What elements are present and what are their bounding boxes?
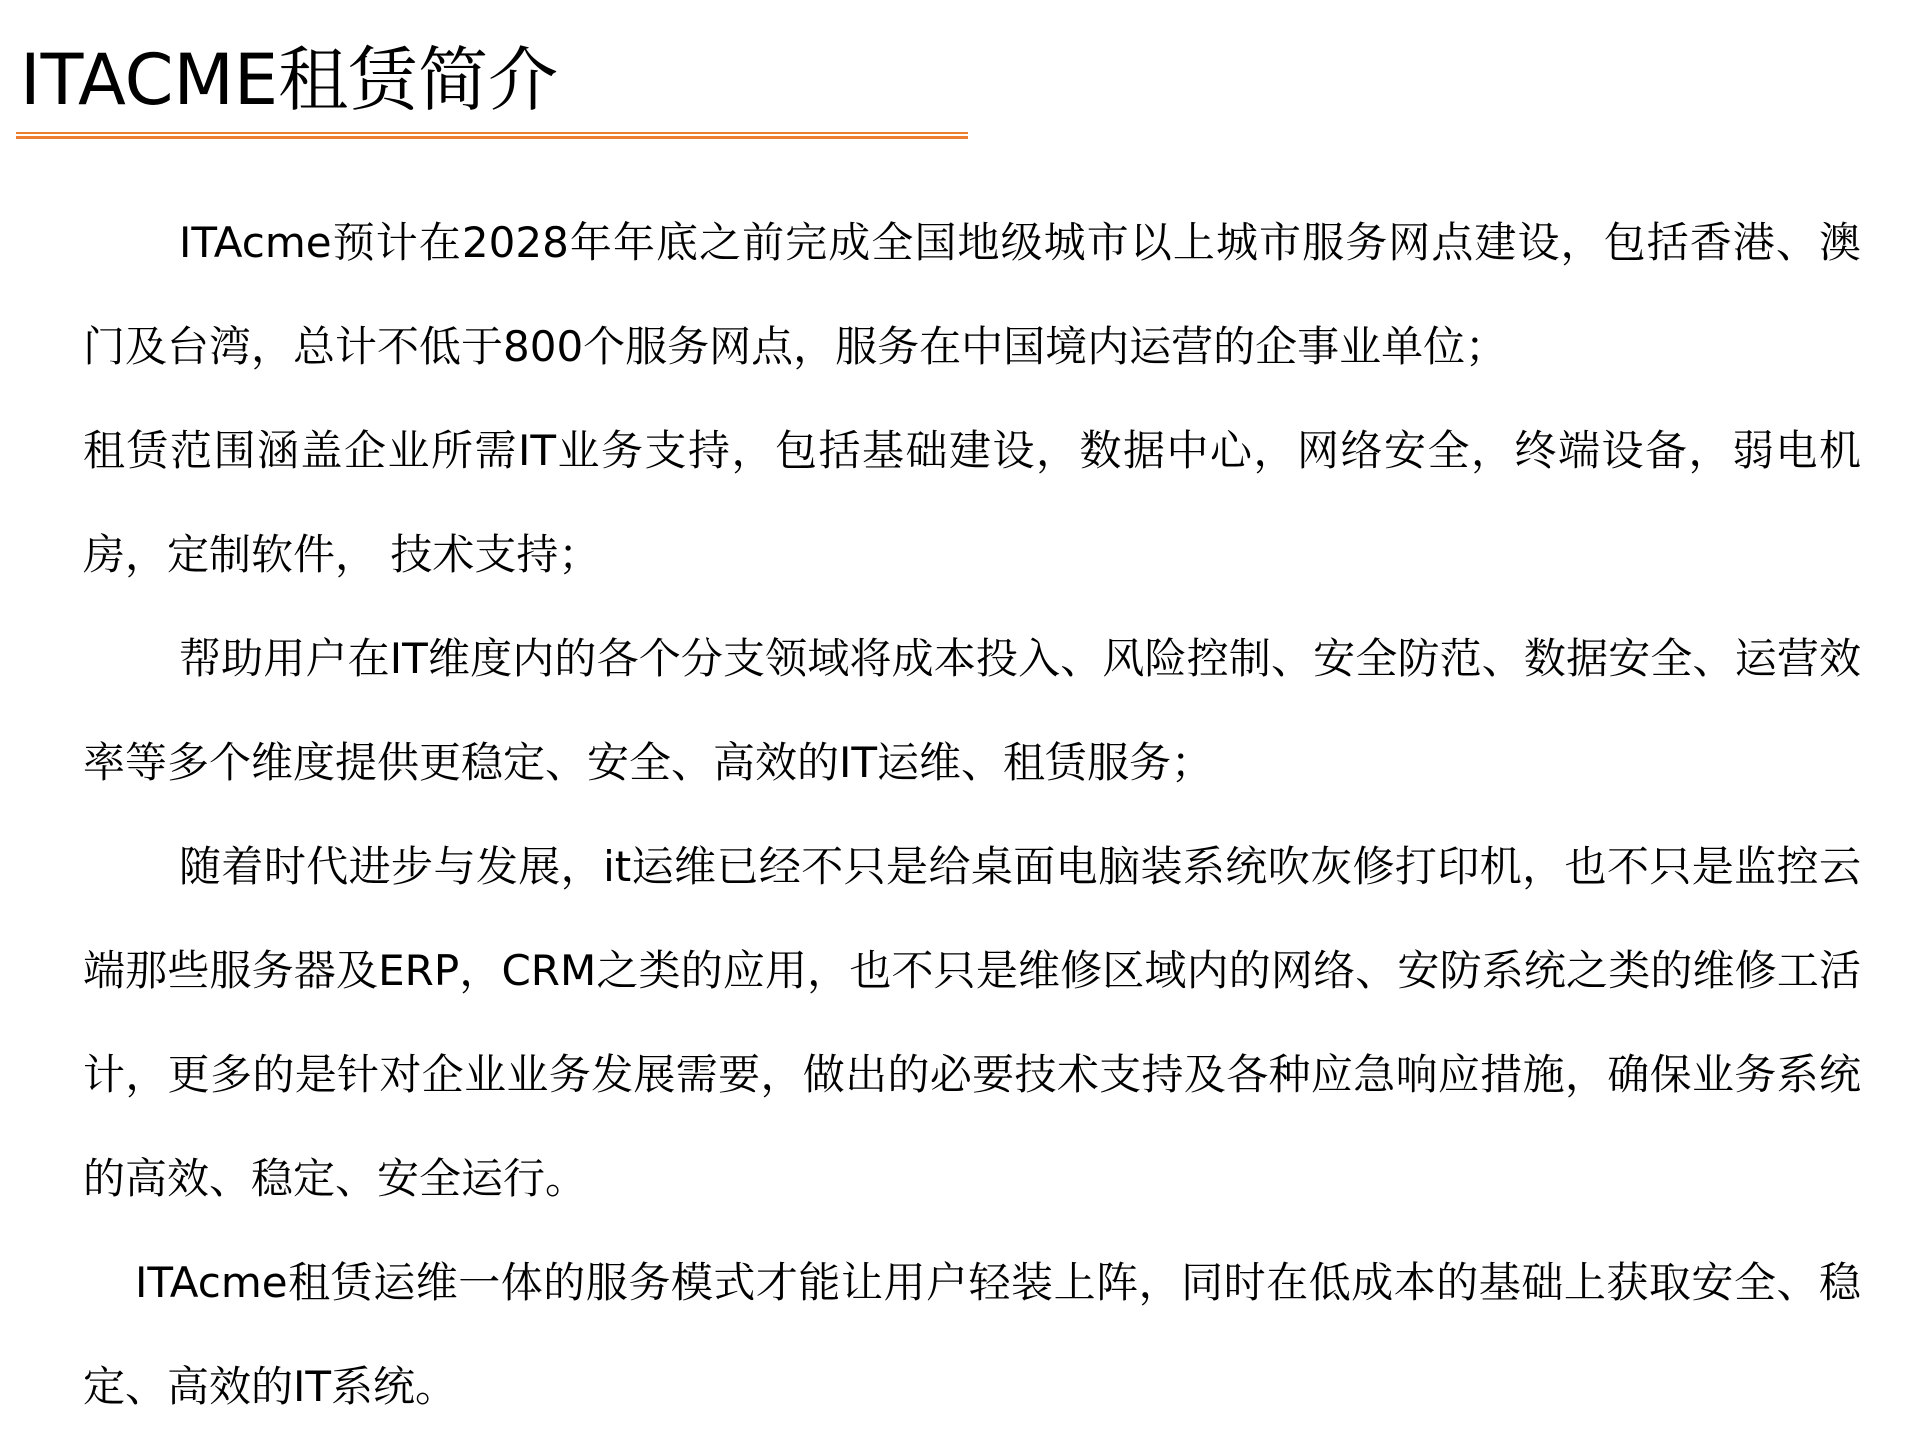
title-underline xyxy=(16,132,968,139)
paragraph-user-benefits: 帮助用户在IT维度内的各个分支领域将成本投入、风险控制、安全防范、数据安全、运营效率等多个维度提供更稳定、安全、高效的IT运维、租赁服务； xyxy=(83,634,1861,787)
paragraph-service-model: ITAcme租赁运维一体的服务模式才能让用户轻装上阵，同时在低成本的基础上获取安全、稳定、高效的IT系统。 xyxy=(83,1258,1861,1411)
slide-title: ITACME租赁简介 xyxy=(20,39,559,121)
title-underline-thick xyxy=(16,136,968,139)
paragraph-it-ops-evolution: 随着时代进步与发展，it运维已经不只是给桌面电脑装系统吹灰修打印机，也不只是监控云端那些服务器及ERP，CRM之类的应用，也不只是维修区域内的网络、安防系统之类的维修工活计，更多的是针对企业业务发展需要，做出的必要技术支持及各种应急响应措施，确保业务系统的高效、稳定、安全运行。 xyxy=(83,842,1861,1203)
paragraph-lease-scope: 租赁范围涵盖企业所需IT业务支持，包括基础建设，数据中心，网络安全，终端设备，弱电机房，定制软件， 技术支持； xyxy=(83,426,1861,579)
paragraph-network-plan: ITAcme预计在2028年年底之前完成全国地级城市以上城市服务网点建设，包括香港、澳门及台湾，总计不低于800个服务网点，服务在中国境内运营的企事业单位； xyxy=(83,218,1861,371)
body-text xyxy=(83,191,1861,1439)
title-underline-thin xyxy=(16,132,968,134)
